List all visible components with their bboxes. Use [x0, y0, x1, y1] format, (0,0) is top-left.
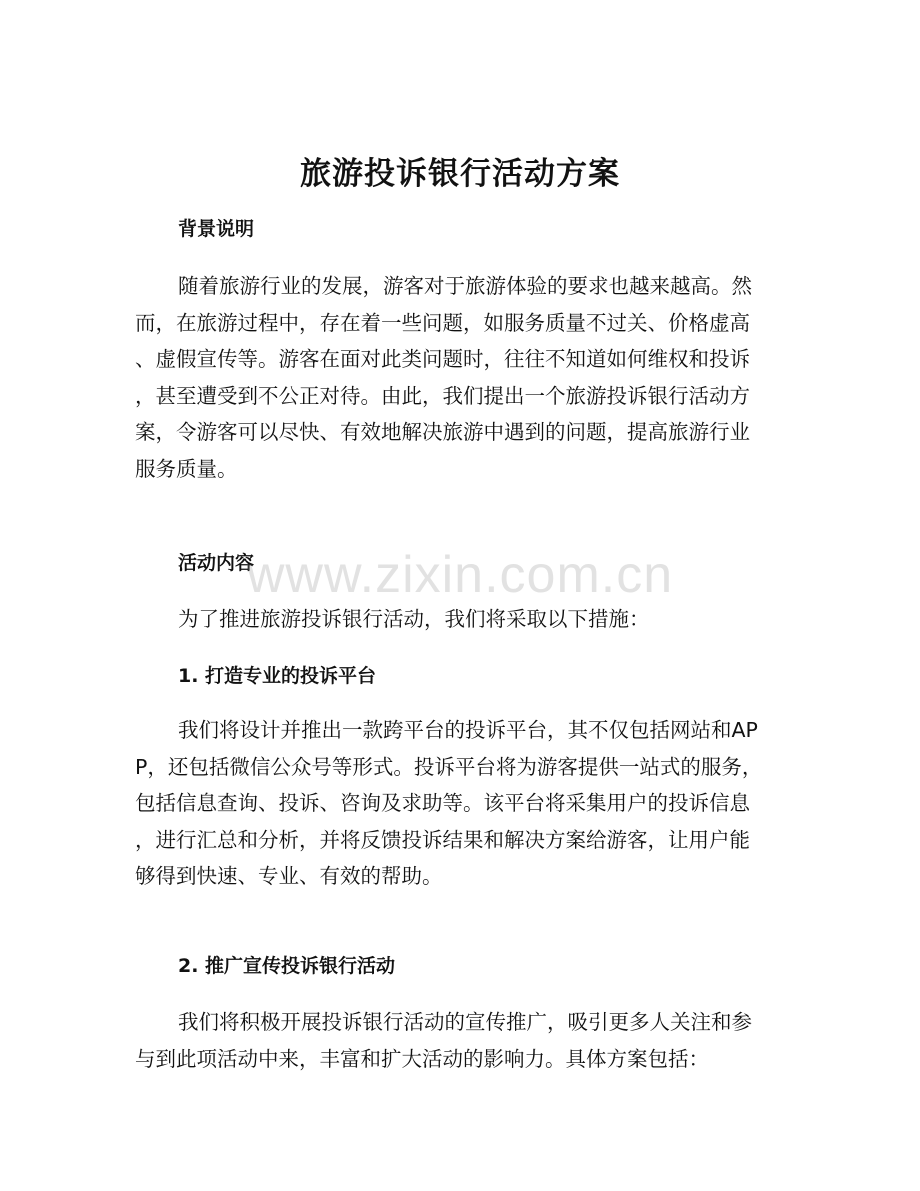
- paragraph-line: 而，在旅游过程中，存在着一些问题，如服务质量不过关、价格虚高: [135, 310, 750, 335]
- activity-intro-paragraph: [135, 601, 775, 638]
- paragraph-line: 服务质量。: [135, 456, 238, 481]
- section-heading-activity: 活动内容: [178, 552, 255, 574]
- paragraph-line: 随着旅游行业的发展，游客对于旅游体验的要求也越来越高。然: [178, 274, 752, 298]
- paragraph-line: 够得到快速、专业、有效的帮助。: [135, 864, 443, 888]
- section-heading-background: 背景说明: [178, 218, 255, 240]
- watermark: www.zixin.com.cn: [246, 546, 674, 604]
- paragraph-line: 案，令游客可以尽快、有效地解决旅游中遇到的问题，提高旅游行业: [135, 420, 750, 444]
- paragraph-line: 我们将设计并推出一款跨平台的投诉平台，其不仅包括网站和AP: [178, 718, 758, 742]
- paragraph-line: 我们将积极开展投诉银行活动的宣传推广，吸引更多人关注和参: [178, 1010, 752, 1034]
- paragraph-line: ，进行汇总和分析，并将反馈投诉结果和解决方案给游客，让用户能: [135, 827, 750, 852]
- paragraph-line: 为了推进旅游投诉银行活动，我们将采取以下措施：: [178, 607, 650, 631]
- paragraph-line: ，甚至遭受到不公正对待。由此，我们提出一个旅游投诉银行活动方: [135, 383, 750, 408]
- paragraph-line: 、虚假宣传等。游客在面对此类问题时，往往不知道如何维权和投诉: [135, 347, 750, 371]
- paragraph-line: P，还包括微信公众号等形式。投诉平台将为游客提供一站式的服务，: [135, 754, 763, 779]
- item1-heading: 1. 打造专业的投诉平台: [178, 665, 377, 687]
- item2-heading: 2. 推广宣传投诉银行活动: [178, 955, 396, 977]
- document-title: 旅游投诉银行活动方案: [300, 156, 620, 192]
- background-paragraph: [135, 268, 775, 487]
- item1-paragraph: [135, 712, 775, 895]
- paragraph-line: 与到此项活动中来，丰富和扩大活动的影响力。具体方案包括：: [135, 1046, 709, 1071]
- paragraph-line: 包括信息查询、投诉、咨询及求助等。该平台将采集用户的投诉信息: [135, 791, 750, 815]
- item2-paragraph: [135, 1004, 775, 1077]
